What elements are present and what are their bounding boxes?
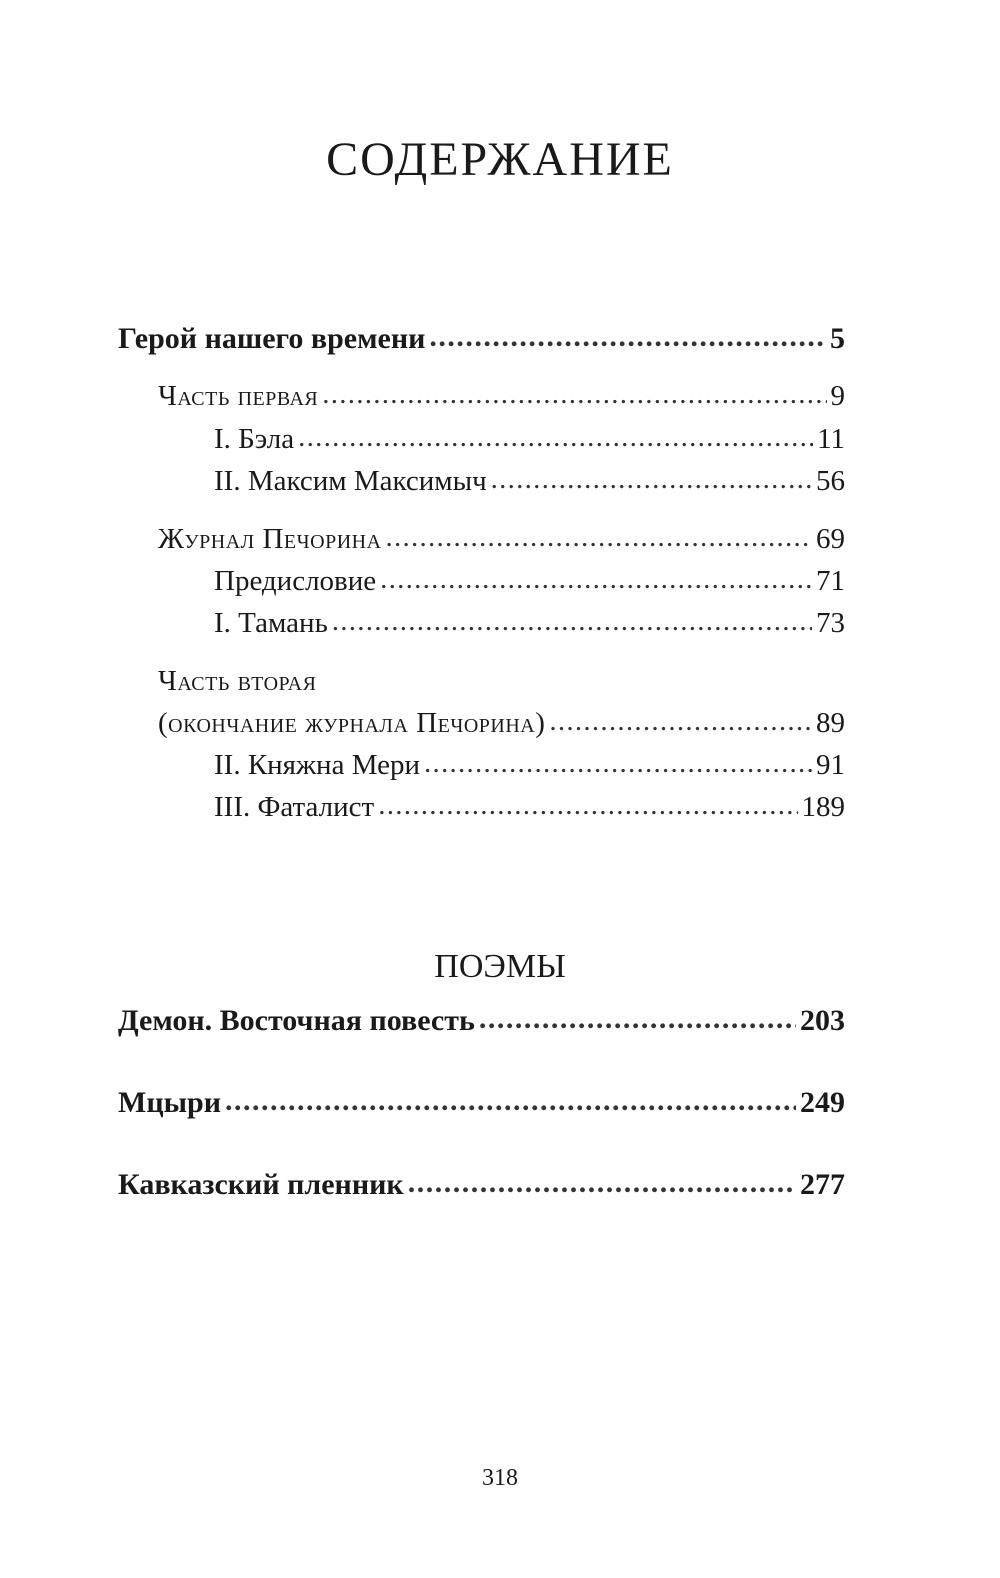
toc-leader-dots bbox=[424, 747, 812, 780]
toc-entry-part-two: Часть вторая bbox=[158, 665, 317, 697]
toc-entry-label: Часть первая bbox=[158, 380, 319, 412]
toc-entry-label: II. Княжна Мери bbox=[214, 749, 420, 781]
toc-leader-dots bbox=[549, 705, 812, 738]
toc-entry-label: Журнал Печорина bbox=[158, 523, 382, 555]
toc-entry-label: Демон. Восточная повесть bbox=[118, 1004, 475, 1037]
toc-entry-taman bbox=[214, 607, 845, 647]
toc-entry-mtsyri bbox=[118, 1086, 845, 1126]
toc-entry-part-one bbox=[158, 380, 845, 420]
toc-entry-label: Герой нашего времени bbox=[118, 322, 426, 355]
toc-entry-mary bbox=[214, 749, 845, 789]
page-number: 318 bbox=[482, 1465, 518, 1491]
toc-leader-dots bbox=[408, 1166, 796, 1200]
toc-leader-dots bbox=[378, 789, 797, 822]
toc-entry-page: 71 bbox=[816, 565, 845, 597]
toc-entry-label: I. Тамань bbox=[214, 607, 328, 639]
toc-entry-page: 89 bbox=[816, 707, 845, 739]
toc-entry-label: I. Бэла bbox=[214, 423, 295, 455]
toc-entry-hero bbox=[118, 322, 845, 362]
toc-leader-dots bbox=[429, 320, 826, 354]
toc-entry-page: 5 bbox=[830, 322, 845, 355]
toc-entry-label: Мцыри bbox=[118, 1086, 221, 1119]
toc-entry-page: 189 bbox=[801, 791, 845, 823]
toc-leader-dots bbox=[386, 521, 812, 554]
toc-entry-label: Кавказский пленник bbox=[118, 1168, 404, 1201]
toc-entry-page: 73 bbox=[816, 607, 845, 639]
toc-entry-fatalist bbox=[214, 791, 845, 831]
toc-entry-journal-end bbox=[158, 707, 845, 747]
toc-entry-label: Предисловие bbox=[214, 565, 377, 597]
toc-leader-dots bbox=[322, 378, 826, 411]
toc-entry-page: 249 bbox=[800, 1086, 845, 1119]
toc-entry-label: (окончание журнала Печорина) bbox=[158, 707, 546, 739]
toc-entry-maksim bbox=[214, 465, 845, 505]
toc-entry-captive bbox=[118, 1168, 845, 1208]
toc-leader-dots bbox=[225, 1084, 796, 1118]
toc-entry-page: 203 bbox=[800, 1004, 845, 1037]
toc-entry-page: 56 bbox=[816, 465, 845, 497]
section-title-poems: ПОЭМЫ bbox=[434, 948, 566, 986]
toc-entry-page: 11 bbox=[817, 423, 845, 455]
toc-leader-dots bbox=[380, 563, 812, 596]
toc-entry-page: 277 bbox=[800, 1168, 845, 1201]
page-title: СОДЕРЖАНИЕ bbox=[326, 133, 674, 187]
toc-entry-page: 69 bbox=[816, 523, 845, 555]
toc-entry-label: II. Максим Максимыч bbox=[214, 465, 487, 497]
toc-entry-demon bbox=[118, 1004, 845, 1044]
toc-leader-dots bbox=[332, 605, 812, 638]
toc-leader-dots bbox=[479, 1002, 796, 1036]
toc-entry-page: 91 bbox=[816, 749, 845, 781]
toc-leader-dots bbox=[298, 421, 813, 454]
toc-entry-label: III. Фаталист bbox=[214, 791, 375, 823]
toc-entry-bela bbox=[214, 423, 845, 463]
toc-entry-journal bbox=[158, 523, 845, 563]
toc-entry-page: 9 bbox=[830, 380, 845, 412]
toc-entry-preface bbox=[214, 565, 845, 605]
toc-leader-dots bbox=[491, 463, 812, 496]
